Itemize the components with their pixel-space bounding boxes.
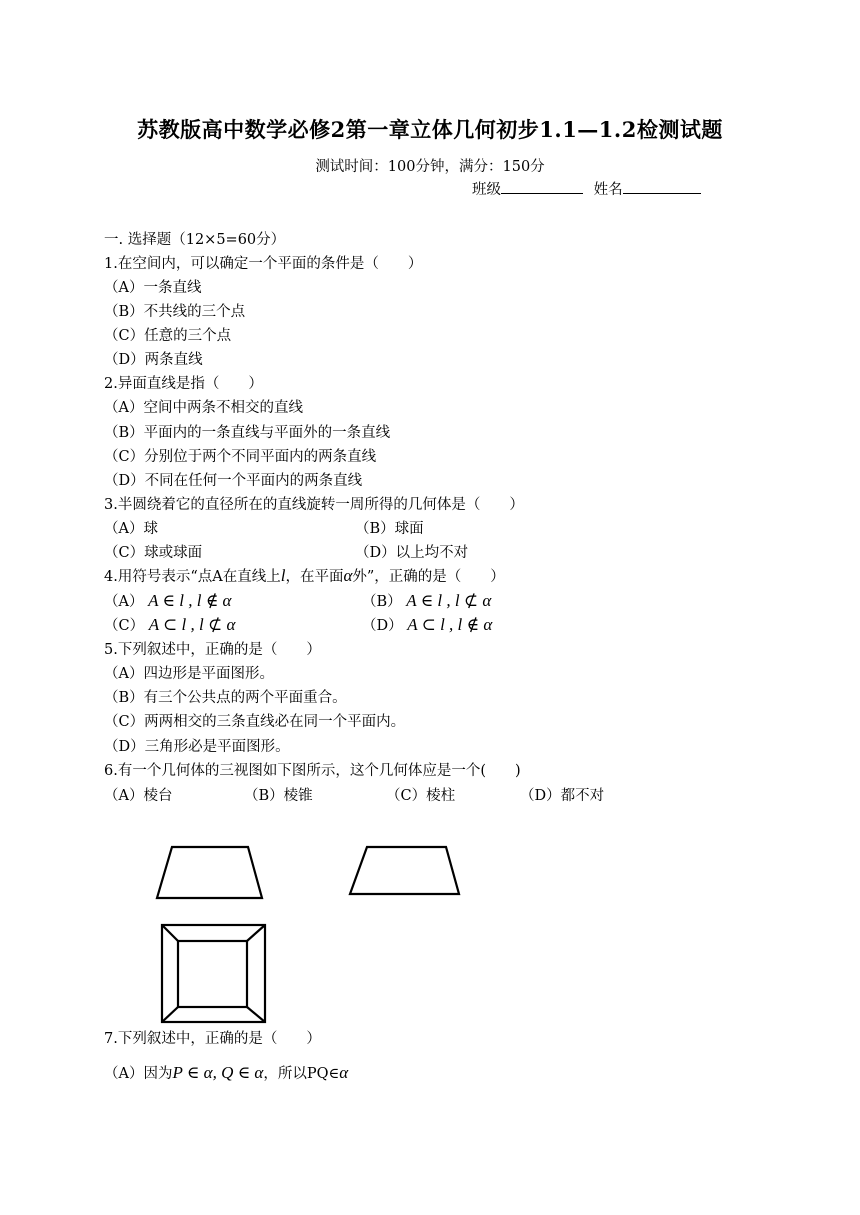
q2-option-c: （C）分别位于两个不同平面内的两条直线 (104, 449, 377, 465)
question-3: 3.半圆绕着它的直径所在的直线旋转一周所得的几何体是（ ） (104, 497, 524, 513)
q4-option-c-label: （C） (104, 618, 145, 634)
q4-option-a-math: A ∈ l , l ∉ α (148, 591, 232, 610)
test-info: 测试时间：100分钟，满分：150分 (315, 159, 545, 175)
q7-option-a-tail: ，所以PQ∈ (263, 1066, 340, 1082)
q4-option-b-label: （B） (362, 594, 402, 610)
q4-option-c-math: A ⊂ l , l ⊄ α (148, 615, 236, 634)
question-5: 5.下列叙述中，正确的是（ ） (104, 642, 321, 658)
front-view-trapezoid (157, 847, 262, 898)
q4-stem-part1: 4.用符号表示“点A在直线上 (104, 569, 281, 585)
q6-option-b: （B）棱锥 (244, 788, 313, 804)
class-label: 班级 (472, 182, 501, 198)
question-7: 7.下列叙述中，正确的是（ ） (104, 1031, 321, 1047)
question-2: 2.异面直线是指（ ） (104, 376, 263, 392)
q5-option-b: （B）有三个公共点的两个平面重合。 (104, 690, 347, 706)
q4-option-a-label: （A） (104, 594, 144, 610)
q5-option-d: （D）三角形必是平面图形。 (104, 739, 290, 755)
q2-option-a: （A）空间中两条不相交的直线 (104, 400, 303, 416)
q4-stem-part3: 外”，正确的是（ ） (352, 569, 505, 585)
question-6: 6.有一个几何体的三视图如下图所示，这个几何体应是一个( ) (104, 763, 521, 779)
q7-option-a (104, 1062, 348, 1083)
q1-option-d: （D）两条直线 (104, 352, 203, 368)
q2-option-d: （D）不同在任何一个平面内的两条直线 (104, 473, 363, 489)
q1-option-a: （A）一条直线 (104, 280, 202, 296)
section-heading: 一. 选择题（12×5=60分） (104, 232, 286, 248)
q2-option-b: （B）平面内的一条直线与平面外的一条直线 (104, 425, 391, 441)
page-title: 苏教版高中数学必修2第一章立体几何初步1.1—1.2检测试题 (137, 117, 723, 142)
q7-option-a-label: （A）因为 (104, 1066, 173, 1082)
q5-option-a: （A）四边形是平面图形。 (104, 666, 274, 682)
q7-option-a-alpha: α (339, 1063, 349, 1082)
q4-option-d-math: A ⊂ l , l ∉ α (407, 615, 493, 634)
q1-option-b: （B）不共线的三个点 (104, 304, 246, 320)
q5-option-c: （C）两两相交的三条直线必在同一个平面内。 (104, 714, 406, 730)
q3-option-b: （B）球面 (355, 521, 424, 537)
q3-option-a: （A）球 (104, 521, 158, 537)
q6-option-c: （C）棱柱 (386, 788, 456, 804)
q3-option-c: （C）球或球面 (104, 545, 203, 561)
q6-option-a: （A）棱台 (104, 788, 173, 804)
name-label: 姓名 (593, 182, 623, 198)
top-view (162, 925, 265, 1022)
q4-stem-alpha: α (343, 566, 353, 585)
q4-option-d-label: （D） (362, 618, 403, 634)
q4-stem-part2: ，在平面 (285, 569, 344, 585)
q4-stem-l: l (280, 566, 286, 585)
q1-option-c: （C）任意的三个点 (104, 328, 232, 344)
q3-option-d: （D）以上均不对 (355, 545, 469, 561)
question-1: 1.在空间内，可以确定一个平面的条件是（ ） (104, 256, 423, 272)
side-view-trapezoid (350, 847, 459, 894)
q4-option-b-math: A ∈ l , l ⊄ α (406, 591, 492, 610)
q7-option-a-math: P ∈ α, Q ∈ α (172, 1063, 264, 1082)
q6-option-d: （D）都不对 (520, 788, 605, 804)
